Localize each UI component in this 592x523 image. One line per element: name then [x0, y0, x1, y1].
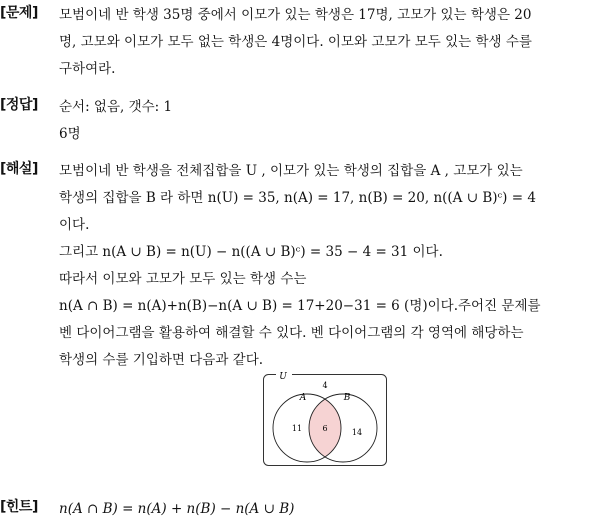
- hint-label: [힌트]: [0, 499, 38, 515]
- solution-line: 벤 다이어그램을 활용하여 해결할 수 있다. 벤 다이어그램의 각 영역에 해당하는: [59, 325, 524, 341]
- solution-line: 그리고 n(A ∪ B) = n(U) − n((A ∪ B)ᶜ) = 35 − 4 = 31 이다.: [59, 244, 443, 260]
- set-b-label: B: [343, 393, 351, 403]
- problem-line: 모범이네 반 학생 35명 중에서 이모가 있는 학생은 17명, 고모가 있는 학생은 20: [59, 7, 532, 23]
- problem-label: [문제]: [0, 5, 38, 21]
- solution-line: 학생의 수를 기입하면 다음과 같다.: [59, 352, 264, 368]
- answer-text: [59, 94, 589, 148]
- set-a-label: A: [299, 393, 307, 403]
- outside-value: 4: [322, 381, 328, 390]
- solution-line: 따라서 이모와 고모가 모두 있는 학생 수는: [59, 271, 307, 287]
- solution-text: [59, 158, 589, 374]
- answer-line: 6명: [59, 126, 81, 142]
- problem-line: 구하여라.: [59, 61, 116, 77]
- b-only-value: 14: [351, 428, 363, 437]
- problem-text: [59, 2, 589, 83]
- solution-line: n(A ∩ B) = n(A)+n(B)−n(A ∪ B) = 17+20−31 = 6 (명)이다.주어진 문제를: [59, 298, 541, 314]
- intersection-value: 6: [322, 424, 328, 433]
- problem-line: 명, 고모와 이모가 모두 없는 학생은 4명이다. 이모와 고모가 모두 있는 학생 수를: [59, 34, 532, 50]
- a-only-value: 11: [291, 424, 303, 433]
- hint-text: [59, 496, 589, 523]
- universe-label: U: [279, 372, 287, 382]
- solution-line: 이다.: [59, 217, 90, 233]
- solution-label: [해설]: [0, 161, 38, 177]
- solution-line: 모범이네 반 학생을 전체집합을 U , 이모가 있는 학생의 집합을 A , 고모가 있는: [59, 163, 523, 179]
- answer-label: [정답]: [0, 97, 38, 113]
- venn-diagram: [262, 370, 388, 468]
- hint-formula: n(A ∩ B) = n(A) + n(B) − n(A ∪ B): [59, 501, 295, 517]
- answer-line: 순서: 없음, 갯수: 1: [59, 99, 173, 115]
- solution-line: 학생의 집합을 B 라 하면 n(U) = 35, n(A) = 17, n(B) = 20, n((A ∪ B)ᶜ) = 4: [59, 190, 536, 206]
